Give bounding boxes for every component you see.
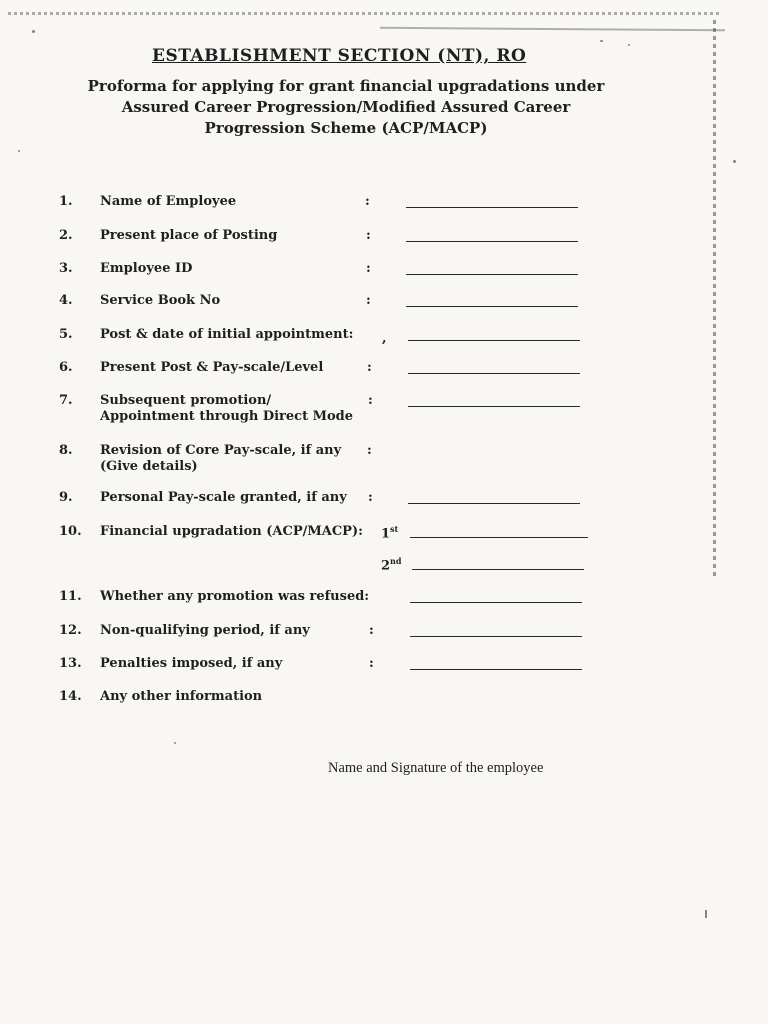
field-number: 6. <box>59 360 73 375</box>
form-subtitle <box>66 76 626 139</box>
field-label <box>100 443 341 475</box>
field-colon: : <box>367 443 372 458</box>
field-label: Any other information <box>100 689 263 704</box>
field-label: Personal Pay-scale granted, if any <box>100 490 347 505</box>
field-label: Post & date of initial appointment: <box>100 327 354 342</box>
form-title: ESTABLISHMENT SECTION (NT), RO <box>152 46 527 66</box>
field-post-date-initial-appointment <box>0 327 768 347</box>
field-personal-pay-scale <box>0 490 768 510</box>
field-label: Penalties imposed, if any <box>100 656 283 671</box>
field-subsequent-promotion <box>0 393 768 427</box>
field-employee-id <box>0 261 768 281</box>
subtitle-line-3: Progression Scheme (ACP/MACP) <box>204 119 488 137</box>
field-promotion-refused <box>0 589 768 609</box>
entry-line[interactable] <box>408 340 580 341</box>
field-label: Name of Employee <box>100 194 237 209</box>
field-penalties-imposed <box>0 656 768 676</box>
entry-line[interactable] <box>408 373 580 374</box>
field-number: 2. <box>59 228 73 243</box>
entry-line[interactable] <box>408 503 580 504</box>
field-number: 7. <box>59 393 73 408</box>
subtitle-line-1: Proforma for applying for grant financial upgradations under <box>87 77 605 95</box>
scan-speck <box>600 40 603 42</box>
field-number: 11. <box>59 589 82 604</box>
scan-edge-top <box>8 12 720 15</box>
scan-speck <box>733 160 736 163</box>
field-label: Financial upgradation (ACP/MACP): <box>100 524 363 539</box>
entry-line-second[interactable] <box>412 569 584 570</box>
entry-line[interactable] <box>408 406 580 407</box>
field-number: 1. <box>59 194 73 209</box>
field-colon: : <box>365 194 370 209</box>
field-label: Service Book No <box>100 293 221 308</box>
first-upgradation-label: 1st <box>381 524 399 542</box>
subtitle-line-2: Assured Career Progression/Modified Assured Career <box>121 98 571 116</box>
field-colon: : <box>366 293 371 308</box>
field-colon: : <box>369 623 374 638</box>
field-label-line-1: Subsequent promotion/ <box>100 393 272 408</box>
field-number: 8. <box>59 443 73 458</box>
field-number: 12. <box>59 623 82 638</box>
field-colon: : <box>369 656 374 671</box>
field-label: Whether any promotion was refused: <box>100 589 370 604</box>
field-label: Employee ID <box>100 261 193 276</box>
field-label: Non-qualifying period, if any <box>100 623 310 638</box>
entry-line[interactable] <box>406 241 578 242</box>
field-colon: : <box>366 228 371 243</box>
field-label-line-2: (Give details) <box>100 459 198 474</box>
scan-edge-top-fold <box>380 27 725 31</box>
signature-label: Name and Signature of the employee <box>328 760 544 776</box>
field-label-line-1: Revision of Core Pay-scale, if any <box>100 443 342 458</box>
field-revision-core-pay-scale <box>0 443 768 477</box>
field-present-place-of-posting <box>0 228 768 248</box>
scan-speck <box>174 742 176 744</box>
field-name-of-employee <box>0 194 768 214</box>
field-financial-upgradation <box>0 524 768 574</box>
field-number: 13. <box>59 656 82 671</box>
field-colon: : <box>368 393 373 408</box>
entry-line-first[interactable] <box>410 537 588 538</box>
field-present-post-pay-scale <box>0 360 768 380</box>
entry-line[interactable] <box>406 207 578 208</box>
field-number: 14. <box>59 689 82 704</box>
field-label <box>100 393 353 425</box>
field-any-other-information <box>0 689 768 709</box>
scan-speck <box>18 150 20 152</box>
field-label: Present place of Posting <box>100 228 278 243</box>
field-number: 5. <box>59 327 73 342</box>
scan-speck <box>628 44 630 46</box>
entry-line[interactable] <box>410 636 582 637</box>
field-number: 10. <box>59 524 82 539</box>
field-colon: , <box>382 331 387 346</box>
field-colon: : <box>366 261 371 276</box>
field-label-line-2: Appointment through Direct Mode <box>100 409 354 424</box>
second-upgradation-label: 2nd <box>381 556 402 574</box>
field-number: 9. <box>59 490 73 505</box>
field-number: 4. <box>59 293 73 308</box>
entry-line[interactable] <box>406 306 578 307</box>
field-colon: : <box>368 490 373 505</box>
scan-speck <box>705 910 707 918</box>
field-service-book-no <box>0 293 768 313</box>
entry-line[interactable] <box>410 602 582 603</box>
field-colon: : <box>367 360 372 375</box>
entry-line[interactable] <box>410 669 582 670</box>
field-label: Present Post & Pay-scale/Level <box>100 360 324 375</box>
entry-line[interactable] <box>406 274 578 275</box>
field-non-qualifying-period <box>0 623 768 643</box>
field-number: 3. <box>59 261 73 276</box>
scan-speck <box>32 30 35 33</box>
